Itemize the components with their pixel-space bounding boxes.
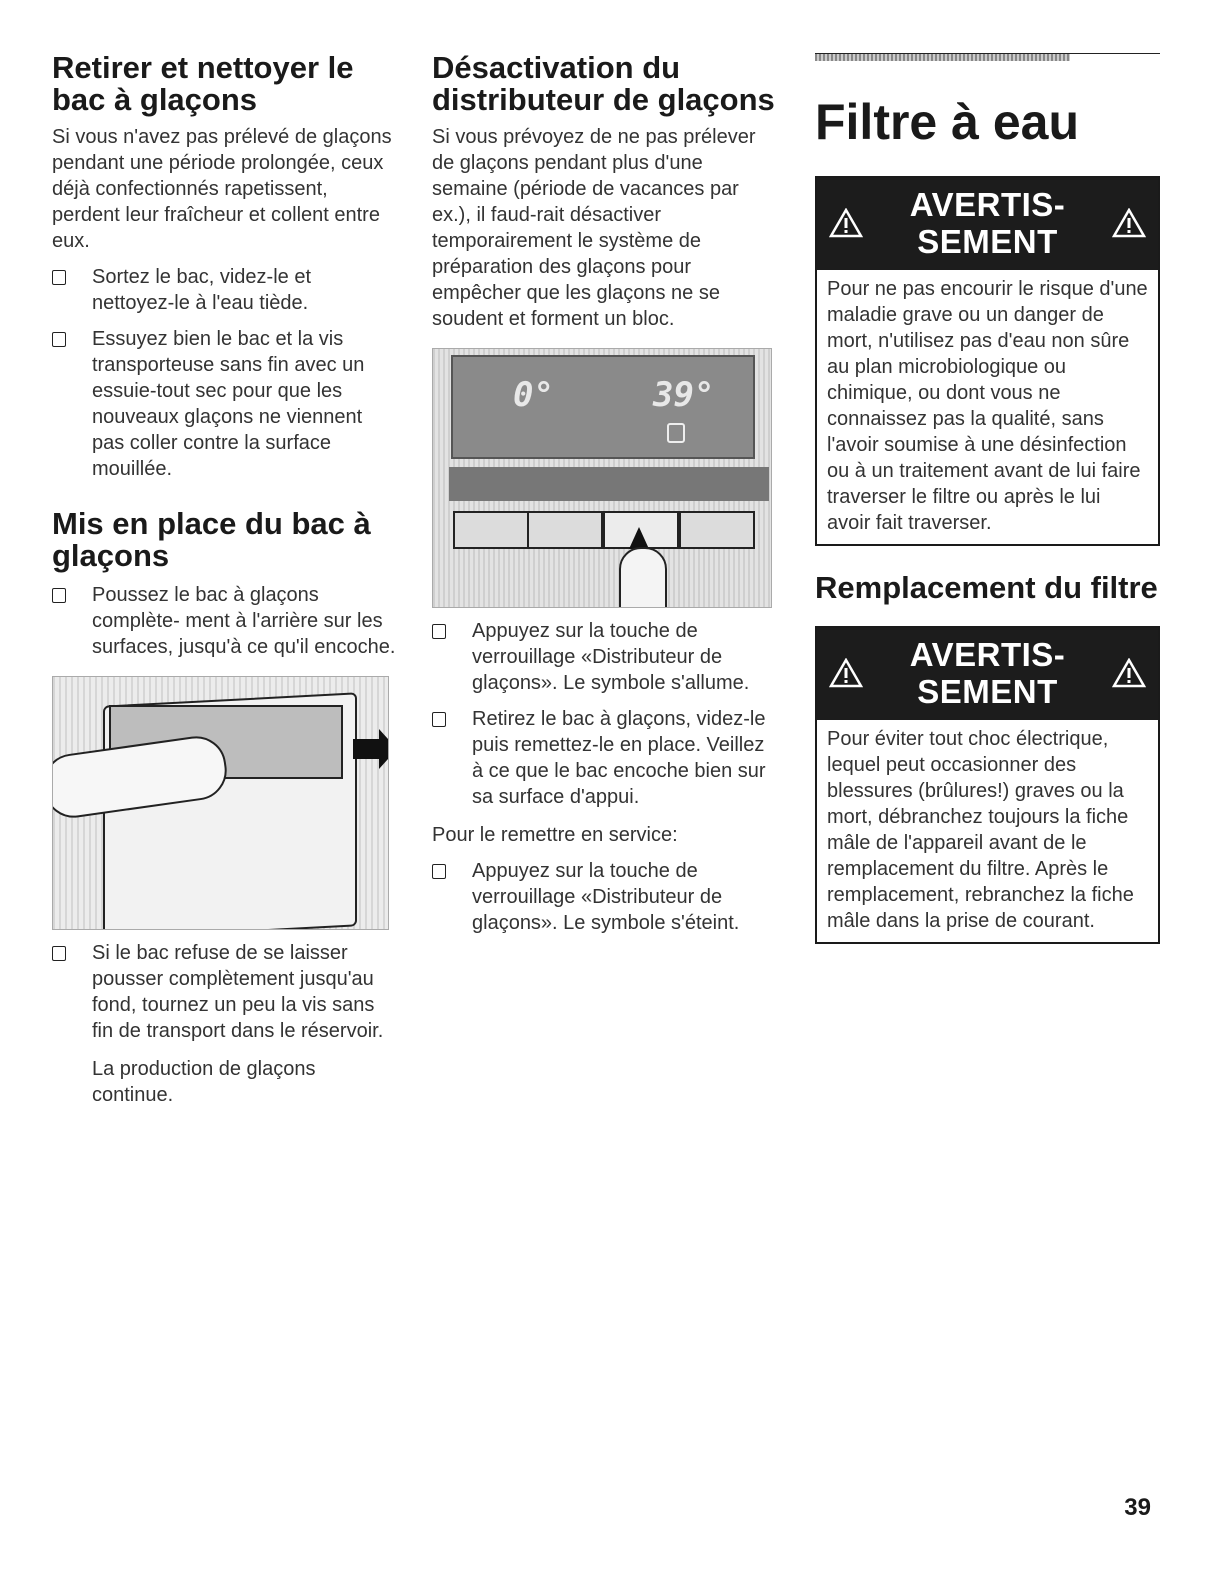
list-item: Appuyez sur la touche de verrouillage «Distributeur de glaçons». Le symbole s'allume. xyxy=(432,618,777,696)
panel-button xyxy=(527,511,603,549)
checklist xyxy=(432,618,777,810)
finger-icon xyxy=(619,547,667,608)
section-title-filter-replacement: Remplacement du filtre xyxy=(815,570,1158,605)
checkbox-icon xyxy=(432,712,446,727)
closing-paragraph: La production de glaçons continue. xyxy=(92,1058,316,1106)
warning-box xyxy=(815,176,1160,546)
warning-title: AVERTIS- SEMENT xyxy=(909,636,1066,710)
checkbox-icon xyxy=(52,588,66,603)
button-row xyxy=(453,511,753,547)
column-right xyxy=(815,0,1160,944)
list-item: Retirez le bac à glaçons, videz-le puis remettez-le en place. Veillez à ce que le bac encoche bien sur sa surface d'appui. xyxy=(432,706,777,810)
ice-bin-illustration xyxy=(52,676,389,930)
column-left xyxy=(52,0,397,1108)
intro-paragraph: Si vous prévoyez de ne pas prélever de glaçons pendant plus d'une semaine (période de vacances par ex.), il faud-rait désactiver temporairement le système de préparation des glaçons pour empêcher que les glaçons ne se soudent et forment un bloc. xyxy=(432,126,756,330)
checklist xyxy=(52,264,397,482)
warning-icon xyxy=(829,208,863,238)
section-title-deactivation: Désactivation du distributeur de glaçons xyxy=(432,50,775,117)
warning-icon xyxy=(1112,208,1146,238)
panel-button xyxy=(679,511,755,549)
list-item: Si le bac refuse de se laisser pousser complètement jusqu'au fond, tournez un peu la vis sans fin de transport dans le réservoir. xyxy=(52,940,397,1044)
panel-button xyxy=(453,511,529,549)
checkbox-icon xyxy=(52,332,66,347)
checklist xyxy=(432,858,777,936)
arrow-right-icon xyxy=(353,739,379,759)
checkbox-icon xyxy=(432,864,446,879)
warning-header xyxy=(817,628,1158,720)
warning-icon xyxy=(829,658,863,688)
arrow-up-icon xyxy=(629,527,649,549)
page-title: Filtre à eau xyxy=(815,94,1079,150)
column-middle xyxy=(432,0,777,936)
display-right-value: 39° xyxy=(653,375,715,415)
intro-paragraph: Si vous n'avez pas prélevé de glaçons pendant une période prolongée, ceux déjà confectionnés rapetissent, perdent leur fraîcheur et collent entre eux. xyxy=(52,126,392,252)
warning-box xyxy=(815,626,1160,944)
warning-icon xyxy=(1112,658,1146,688)
warning-text: Pour ne pas encourir le risque d'une maladie grave ou un danger de mort, n'utilisez pas d'eau non sûre au plan microbiologique ou chimique, ou dont vous ne connaissez pas la qualité, sans l'avoir soumise à une désinfection ou à un traitement avant de lui faire traverser le filtre ou après le lui avoir fait traverser. xyxy=(827,278,1148,534)
warning-text: Pour éviter tout choc électrique, lequel peut occasionner des blessures (brûlures!) graves ou la mort, débranchez toujours la fiche mâle de l'appareil avant de le remplacement du filtre. Après le remplacement, rebranchez la fiche mâle dans la prise de courant. xyxy=(827,728,1134,932)
checklist xyxy=(52,940,397,1044)
control-panel-illustration xyxy=(432,348,772,608)
reinstate-paragraph: Pour le remettre en service: xyxy=(432,824,678,846)
checkbox-icon xyxy=(432,624,446,639)
checklist xyxy=(52,582,397,660)
warning-header xyxy=(817,178,1158,270)
page-number: 39 xyxy=(1124,1494,1151,1521)
top-rule-pattern xyxy=(815,54,1070,61)
checkbox-icon xyxy=(52,270,66,285)
list-item: Appuyez sur la touche de verrouillage «Distributeur de glaçons». Le symbole s'éteint. xyxy=(432,858,777,936)
list-item: Poussez le bac à glaçons complète- ment à l'arrière sur les surfaces, jusqu'à ce qu'il encoche. xyxy=(52,582,397,660)
checkbox-icon xyxy=(52,946,66,961)
button-label-strip xyxy=(449,467,769,501)
control-display xyxy=(451,355,755,459)
list-item: Essuyez bien le bac et la vis transporteuse sans fin avec un essuie-tout sec pour que les nouveaux glaçons ne viennent pas coller contre la surface mouillée. xyxy=(52,326,397,482)
section-title-clean-bin: Retirer et nettoyer le bac à glaçons xyxy=(52,50,354,117)
display-left-value: 0° xyxy=(513,375,554,415)
warning-title: AVERTIS- SEMENT xyxy=(909,186,1066,260)
lock-icon xyxy=(667,423,685,443)
section-title-place-bin: Mis en place du bac à glaçons xyxy=(52,506,371,573)
list-item: Sortez le bac, videz-le et nettoyez-le à l'eau tiède. xyxy=(52,264,397,316)
